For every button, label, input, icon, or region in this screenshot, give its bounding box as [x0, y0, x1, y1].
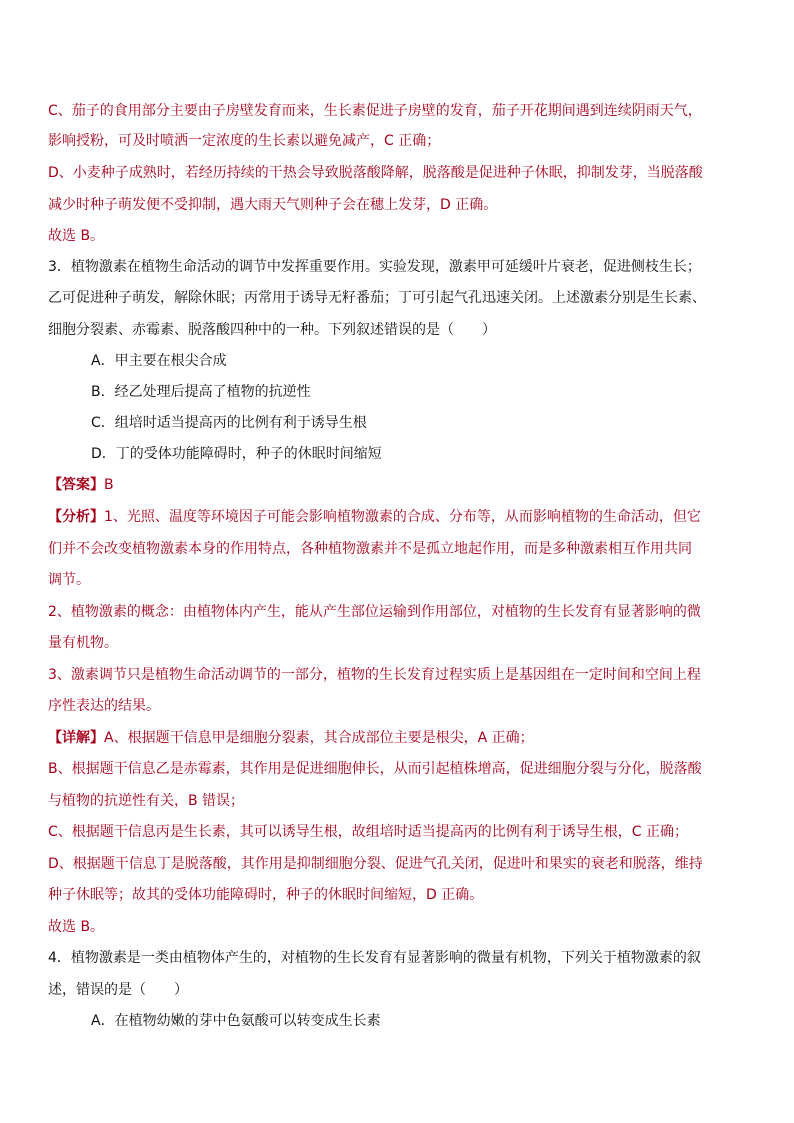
q3-analysis-1-line1 [48, 507, 701, 527]
q3-option-a: A．甲主要在根尖合成 [91, 353, 227, 369]
analysis-c-line1: C、茄子的食用部分主要由子房壁发育而来，生长素促进子房壁的发育，茄子开花期间遇到连续阴雨天气， [48, 103, 702, 119]
analysis-c-line2: 影响授粉，可及时喷洒一定浓度的生长素以避免减产，C 正确； [48, 133, 441, 149]
q3-analysis-3-line2: 序性表达的结果。 [48, 698, 160, 714]
q3-analysis-1-line2: 们并不会改变植物激素本身的作用特点，各种植物激素并不是孤立地起作用，而是多种激素相互作用共同 [48, 541, 692, 557]
q4-stem-line1: 4．植物激素是一类由植物体产生的，对植物的生长发育有显著影响的微量有机物，下列关于植物激素的叙 [48, 950, 701, 966]
q3-analysis-2-line2: 量有机物。 [48, 635, 118, 651]
q3-option-c: C．组培时适当提高丙的比例有利于诱导生根 [91, 415, 367, 431]
q3-analysis-3-line1: 3、激素调节只是植物生命活动调节的一部分，植物的生长发育过程实质上是基因组在一定时间和空间上程 [48, 667, 701, 683]
detail-a-text: A、根据题干信息甲是细胞分裂素，其合成部位主要是根尖，A 正确； [104, 730, 534, 746]
detail-tag: 【详解】 [48, 730, 104, 746]
analysis-d-line2: 减少时种子萌发便不受抑制，遇大雨天气则种子会在穗上发芽，D 正确。 [48, 197, 498, 213]
q3-option-b: B．经乙处理后提高了植物的抗逆性 [91, 384, 311, 400]
q3-stem-line3: 细胞分裂素、赤霉素、脱落酸四种中的一种。下列叙述错误的是（ ） [48, 322, 496, 338]
q3-answer [48, 475, 114, 495]
q3-stem-line1: 3．植物激素在植物生命活动的调节中发挥重要作用。实验发现，激素甲可延缓叶片衰老，促进侧枝生长； [48, 259, 701, 275]
q3-detail-d-line2: 种子休眠等；故其的受体功能障碍时，种子的休眠时间缩短，D 正确。 [48, 887, 484, 903]
q3-detail-b-line1: B、根据题干信息乙是赤霉素，其作用是促进细胞伸长，从而引起植株增高，促进细胞分裂与分化，脱落酸 [48, 761, 702, 777]
answer-tag: 【答案】 [48, 477, 104, 493]
analysis-1-text: 1、光照、温度等环境因子可能会影响植物激素的合成、分布等，从而影响植物的生命活动，但它 [104, 509, 701, 525]
analysis-d-line1: D、小麦种子成熟时，若经历持续的干热会导致脱落酸降解，脱落酸是促进种子休眠，抑制发芽，当脱落酸 [48, 165, 703, 181]
q4-stem-line2: 述，错误的是（ ） [48, 982, 188, 998]
q3-detail-c: C、根据题干信息丙是生长素，其可以诱导生根，故组培时适当提高丙的比例有利于诱导生根，C 正确； [48, 824, 688, 840]
answer-value: B [104, 477, 114, 493]
q3-detail-b-line2: 与植物的抗逆性有关，B 错误； [48, 793, 245, 809]
q3-detail-d-line1: D、根据题干信息丁是脱落酸，其作用是抑制细胞分裂、促进气孔关闭，促进叶和果实的衰老和脱落，维持 [48, 856, 703, 872]
q3-stem-line2: 乙可促进种子萌发，解除休眠；丙常用于诱导无籽番茄；丁可引起气孔迅速关闭。上述激素分别是生长素、 [48, 290, 706, 306]
q4-option-a: A．在植物幼嫩的芽中色氨酸可以转变成生长素 [91, 1013, 381, 1029]
q3-conclusion: 故选 B。 [48, 919, 105, 935]
prev-conclusion: 故选 B。 [48, 228, 105, 244]
q3-option-d: D．丁的受体功能障碍时，种子的休眠时间缩短 [91, 446, 382, 462]
q3-detail-a [48, 728, 534, 748]
q3-analysis-2-line1: 2、植物激素的概念：由植物体内产生，能从产生部位运输到作用部位，对植物的生长发育有显著影响的微 [48, 604, 701, 620]
analysis-tag: 【分析】 [48, 509, 104, 525]
q3-analysis-1-line3: 调节。 [48, 572, 90, 588]
